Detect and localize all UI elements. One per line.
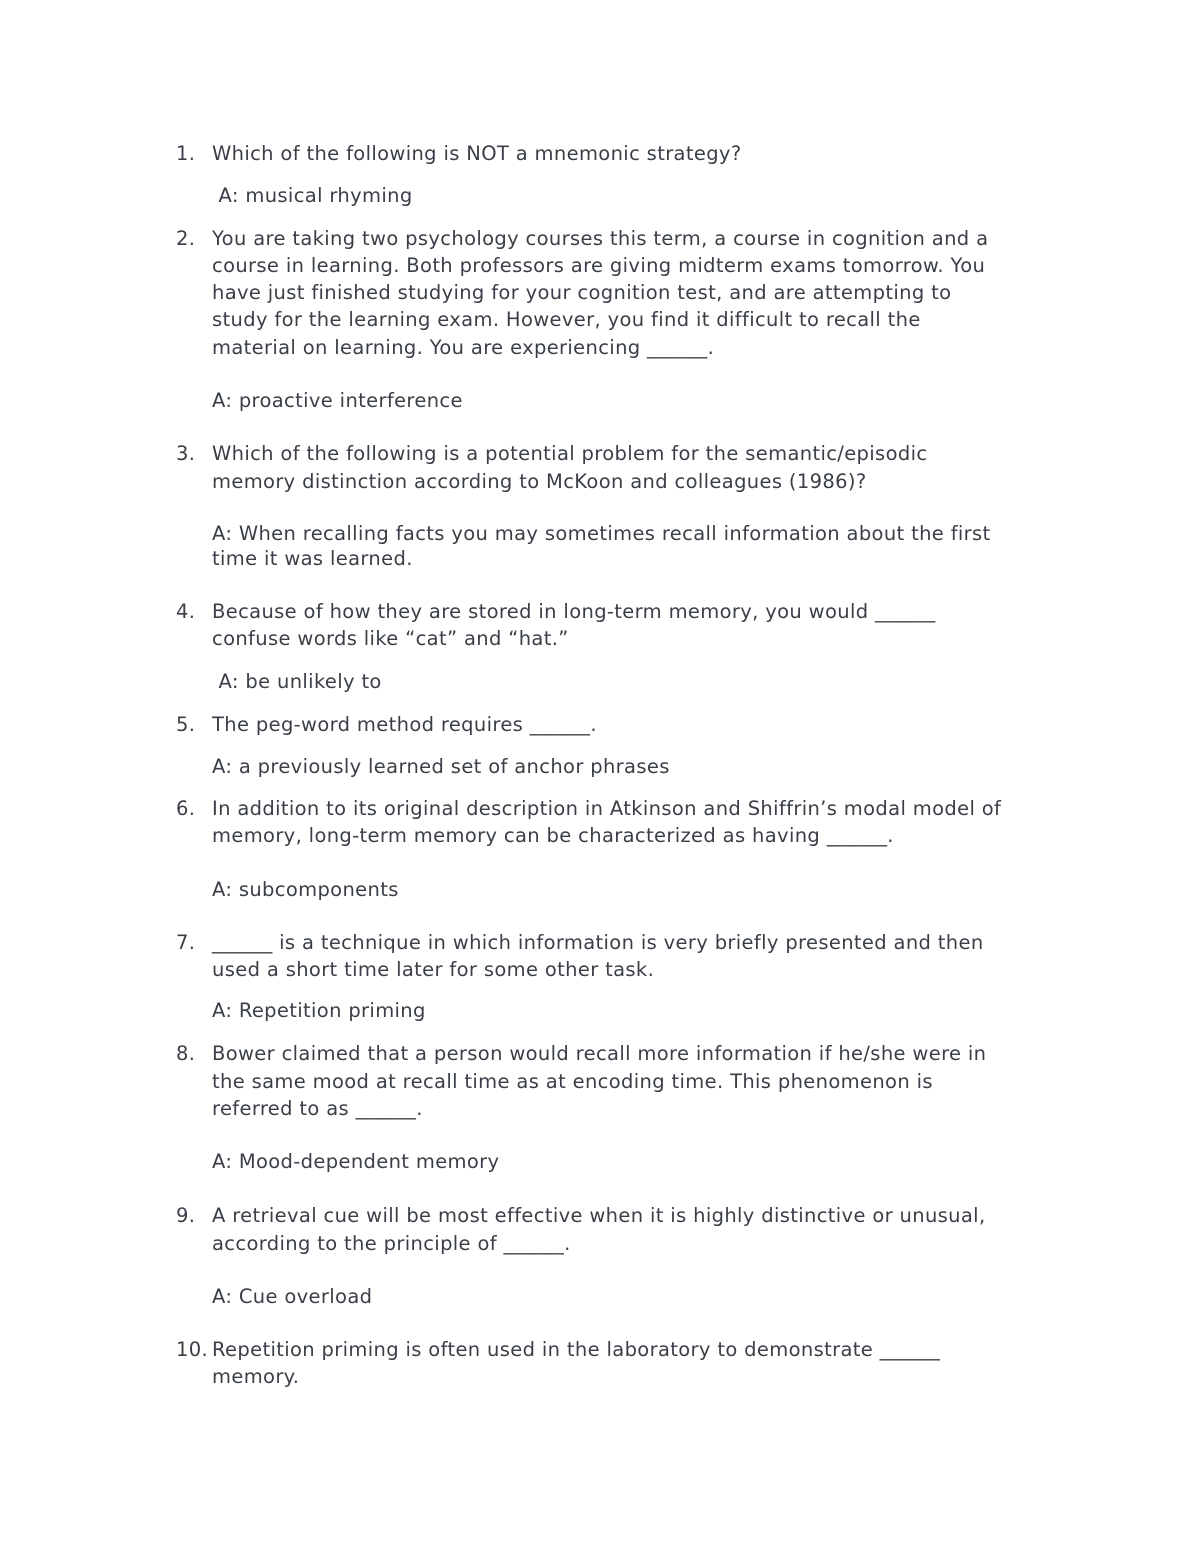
answer-text: A: a previously learned set of anchor phrases: [212, 755, 670, 778]
question-text: You are taking two psychology courses this term, a course in cognition and a: [212, 227, 989, 250]
question-text: according to the principle of ______.: [212, 1232, 571, 1255]
question-number: 8.: [176, 1042, 196, 1065]
question-text: Bower claimed that a person would recall more information if he/she were in: [212, 1042, 987, 1065]
question-text: study for the learning exam. However, you find it difficult to recall the: [212, 308, 921, 331]
question-text: Which of the following is a potential problem for the semantic/episodic: [212, 442, 928, 465]
question-text: Which of the following is NOT a mnemonic strategy?: [212, 142, 742, 165]
question-text: memory distinction according to McKoon and colleagues (1986)?: [212, 470, 867, 493]
answer-text: A: Cue overload: [212, 1285, 373, 1308]
question-number: 6.: [176, 797, 196, 820]
question-number: 7.: [176, 931, 196, 954]
question-text: Because of how they are stored in long-term memory, you would ______: [212, 600, 936, 623]
answer-text: A: musical rhyming: [212, 184, 413, 207]
question-text: material on learning. You are experiencing ______.: [212, 336, 715, 359]
question-text: used a short time later for some other task.: [212, 958, 655, 981]
question-text: course in learning. Both professors are giving midterm exams tomorrow. You: [212, 254, 986, 277]
question-text: memory, long-term memory can be characterized as having ______.: [212, 824, 894, 847]
question-text: confuse words like “cat” and “hat.”: [212, 627, 569, 650]
question-text: have just finished studying for your cognition test, and are attempting to: [212, 281, 952, 304]
answer-text: A: proactive interference: [212, 389, 463, 412]
question-text: ______ is a technique in which information is very briefly presented and then: [212, 931, 984, 954]
question-number: 9.: [176, 1204, 196, 1227]
answer-text: A: subcomponents: [212, 878, 399, 901]
question-text: A retrieval cue will be most effective when it is highly distinctive or unusual,: [212, 1204, 986, 1227]
answer-text: A: be unlikely to: [212, 670, 382, 693]
question-text: Repetition priming is often used in the laboratory to demonstrate ______: [212, 1338, 941, 1361]
answer-text: A: Repetition priming: [212, 999, 426, 1022]
question-text: referred to as ______.: [212, 1097, 423, 1120]
question-text: the same mood at recall time as at encoding time. This phenomenon is: [212, 1070, 933, 1093]
question-text: memory.: [212, 1365, 300, 1388]
answer-text: A: Mood-dependent memory: [212, 1150, 500, 1173]
question-text: In addition to its original description in Atkinson and Shiffrin’s modal model of: [212, 797, 1002, 820]
question-number: 10.: [176, 1338, 209, 1361]
answer-text: time it was learned.: [212, 547, 413, 570]
question-number: 5.: [176, 713, 196, 736]
question-number: 2.: [176, 227, 196, 250]
answer-text: A: When recalling facts you may sometimes recall information about the first: [212, 522, 991, 545]
question-number: 3.: [176, 442, 196, 465]
question-number: 4.: [176, 600, 196, 623]
question-text: The peg-word method requires ______.: [212, 713, 597, 736]
question-number: 1.: [176, 142, 196, 165]
